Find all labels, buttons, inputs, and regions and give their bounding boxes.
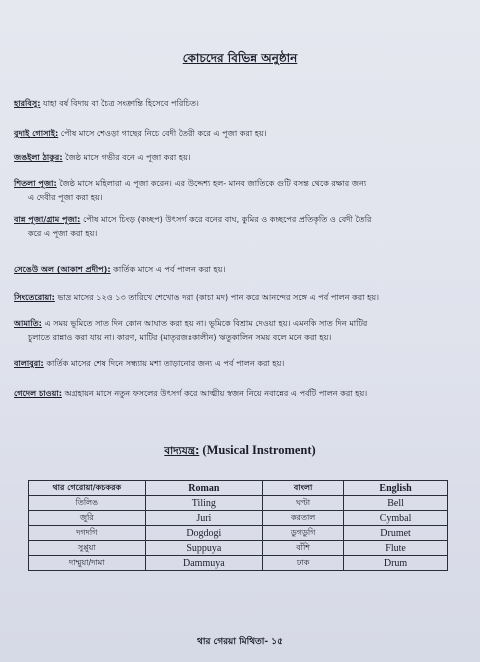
- ritual-entry: [14, 96, 464, 110]
- ritual-description: পৌষ মাসে চিংড় (কচ্ছপ) উৎসর্গ করে বনের বাঘ, কুমির ও কচ্ছপের প্রতিকৃতি ও বেদী তৈরি: [80, 214, 372, 224]
- table-cell: বাঁশি: [263, 541, 344, 556]
- column-header: Roman: [145, 481, 263, 496]
- ritual-description: অগ্রহায়ন মাসে নতুন ফসলের উৎসর্গ করে আত্মীয় স্বজন নিয়ে নবান্নের এ পর্বটি পালন করা হয়।: [61, 388, 368, 398]
- instruments-heading-bn: বাদ্যযন্ত্র:: [164, 445, 200, 457]
- ritual-description-continued: এ দেবীর পূজা করা হয়।: [28, 192, 103, 202]
- ritual-term: বান্ন পূজা/গ্রাম পূজা:: [14, 214, 81, 224]
- ritual-description: জৈষ্ঠ মাসে মহিলারা এ পূজা করেন। এর উদ্দেশ্য হল- মানব জাতিকে গুটি বসন্ত থেকে রক্ষার জন্য: [56, 178, 367, 188]
- ritual-description-continued: চুলাতে রান্নাও করা যায় না। কারণ, মাটির (মাতৃরজঃকালীন) ঋতুকালিন সময় বলে মনে করা হয়।: [28, 332, 332, 342]
- instruments-heading: [0, 443, 480, 461]
- ritual-description: ভাদ্র মাসের ১২ও ১৩ তারিখে শেখোঙ দরা (কাচা মদ) পান করে আনন্দের সঙ্গে এ পর্ব পালন করা হয়।: [54, 292, 380, 302]
- table-header-row: [29, 481, 448, 496]
- column-header: বাংলা: [263, 481, 344, 496]
- ritual-description: পৌষ মাসে শেওড়া গাছের নিচে বেদী তৈরী করে এ পূজা করা হয়।: [58, 128, 267, 138]
- ritual-term: শিতলা পূজা:: [14, 178, 57, 188]
- table-cell: Flute: [344, 541, 448, 556]
- table-row: [29, 541, 448, 556]
- ritual-entry: [14, 262, 464, 276]
- column-header: English: [344, 481, 448, 496]
- table-cell: ডুগডুগি: [263, 526, 344, 541]
- page-title: কোচদের বিভিন্ন অনুষ্ঠান: [182, 51, 298, 65]
- instruments-table: [28, 480, 448, 571]
- ritual-entry: [14, 356, 464, 370]
- ritual-term: সিংতেরোয়া:: [14, 292, 55, 302]
- ritual-description: এ সময় ভূমিতে সাত দিন কোন আঘাত করা হয় না। ভূমিকে বিশ্রাম দেওয়া হয়। এমনকি সাত দিন মাটির: [41, 318, 368, 328]
- ritual-description: কার্তিক মাসে এ পর্ব পালন করা হয়।: [110, 264, 226, 274]
- table-cell: ঢাক: [263, 556, 344, 571]
- ritual-entry: [14, 386, 464, 400]
- ritual-description: যাহা বর্ষ বিদায় বা চৈত্র সংক্রান্তি হিসেবে পরিচিত।: [40, 98, 199, 108]
- ritual-term: জঙইলা ঠাকুর:: [14, 152, 63, 162]
- ritual-description: জৈষ্ঠ মাসে গভীর বনে এ পূজা করা হয়।: [62, 152, 191, 162]
- table-cell: Drum: [344, 556, 448, 571]
- table-cell: জুরি: [29, 511, 146, 526]
- table-cell: Dogdogi: [145, 526, 263, 541]
- column-header: থার গেরোয়া/কচকরক: [29, 481, 146, 496]
- ritual-description-continued: করে এ পূজা করা হয়।: [28, 228, 98, 238]
- table-cell: Cymbal: [344, 511, 448, 526]
- table-cell: Suppuya: [145, 541, 263, 556]
- table-row: [29, 556, 448, 571]
- table-row: [29, 496, 448, 511]
- table-cell: ঘণ্টা: [263, 496, 344, 511]
- ritual-entry: [14, 212, 464, 240]
- table-cell: Bell: [344, 496, 448, 511]
- ritual-entry: [14, 290, 464, 304]
- table-cell: করতাল: [263, 511, 344, 526]
- table-cell: Juri: [145, 511, 263, 526]
- table-cell: দাম্মুয়া/দামা: [29, 556, 146, 571]
- ritual-term: সেঙেউ অল (আকাশ প্রদীপ):: [14, 264, 111, 274]
- ritual-term: আমাতি:: [14, 318, 42, 328]
- ritual-term: বালাবুরা:: [14, 358, 44, 368]
- table-cell: Drumet: [344, 526, 448, 541]
- ritual-entry: [14, 176, 464, 204]
- table-cell: Tiling: [145, 496, 263, 511]
- table-row: [29, 511, 448, 526]
- ritual-term: হারবিসু:: [14, 98, 41, 108]
- ritual-description: কার্তিক মাসের শেষ দিনে সন্ধ্যায় মশা তাড়ানোর জন্য এ পর্ব পালন করা হয়।: [43, 358, 285, 368]
- ritual-entry: [14, 126, 464, 140]
- table-cell: দগদগি: [29, 526, 146, 541]
- table-cell: Dammuya: [145, 556, 263, 571]
- ritual-entry: [14, 316, 464, 344]
- table-cell: সুপ্পুয়া: [29, 541, 146, 556]
- page-footer: থার গেরয়া মিথিতা- ১৫: [197, 637, 283, 647]
- instruments-heading-en: (Musical Instroment): [199, 443, 316, 457]
- table-cell: তিলিঙ: [29, 496, 146, 511]
- ritual-term: গেদেল চাওয়া:: [14, 388, 62, 398]
- table-row: [29, 526, 448, 541]
- ritual-entry: [14, 150, 464, 164]
- ritual-term: বুদাই গোসাই:: [14, 128, 59, 138]
